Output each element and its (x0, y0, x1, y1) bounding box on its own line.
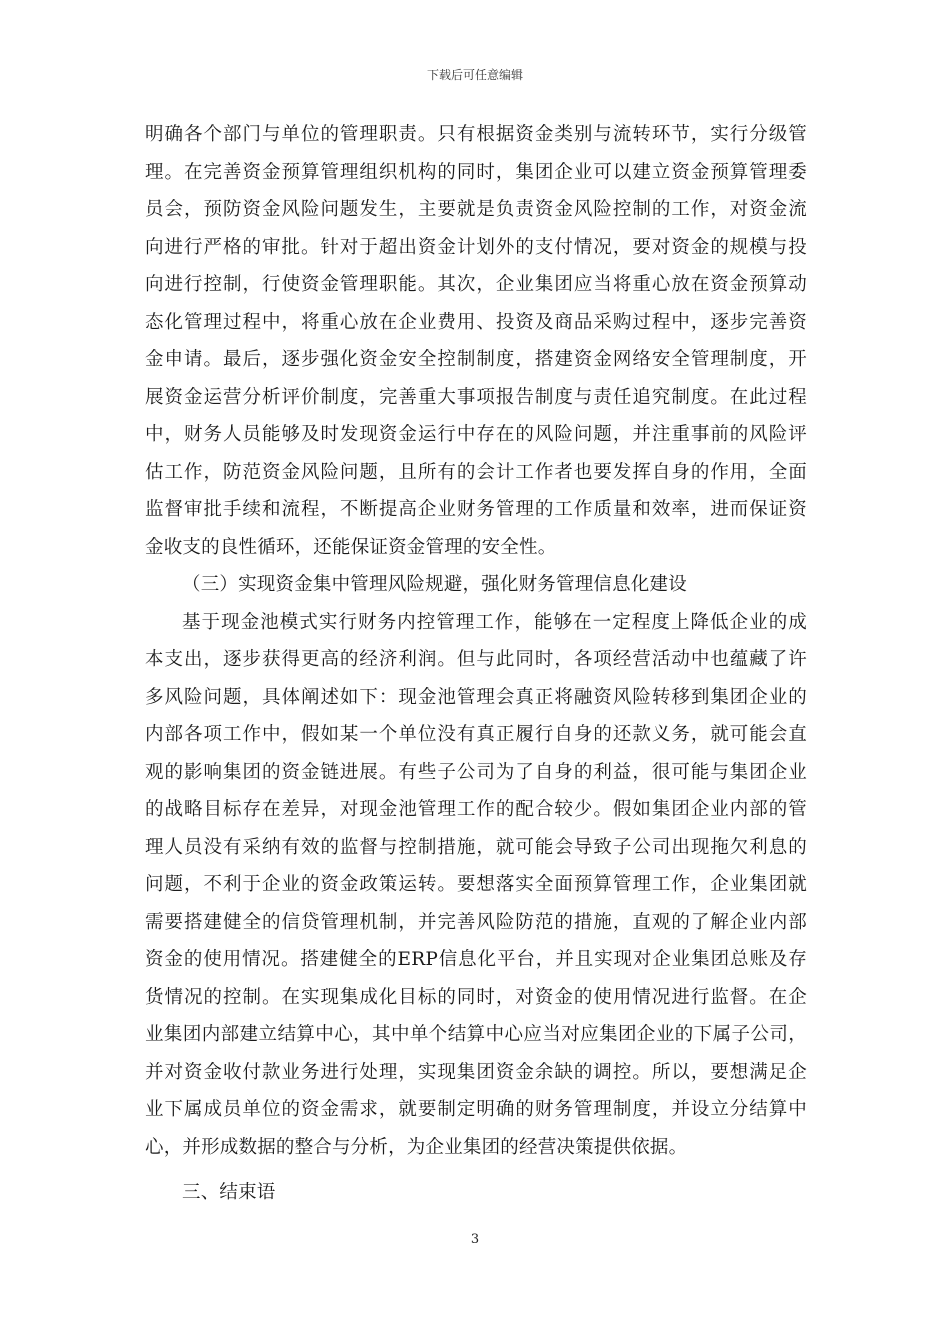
text-line: 员会，预防资金风险问题发生，主要就是负责资金风险控制的工作，对资金流 (145, 199, 807, 220)
text-line: 理人员没有采纳有效的监督与控制措施，就可能会导致子公司出现拖欠利息的 (145, 836, 807, 858)
text-line: 资金的使用情况。搭建健全的ERP信息化平台，并且实现对企业集团总账及存 (145, 949, 807, 970)
text-line: 心，并形成数据的整合与分析，为企业集团的经营决策提供依据。 (145, 1136, 688, 1158)
page-header: 下载后可任意编辑 (426, 68, 523, 82)
text-line: 态化管理过程中，将重心放在企业费用、投资及商品采购过程中，逐步完善资 (145, 311, 807, 333)
text-line: 中，财务人员能够及时发现资金运行中存在的风险问题，并注重事前的风险评 (145, 424, 807, 445)
text-line: 向进行控制，行使资金管理职能。其次，企业集团应当将重心放在资金预算动 (145, 274, 807, 295)
text-line: 本支出，逐步获得更高的经济利润。但与此同时，各项经营活动中也蕴藏了许 (145, 649, 807, 670)
document-body (145, 116, 807, 1212)
text-line: 观的影响集团的资金链进展。有些子公司为了自身的利益，很可能与集团企业 (145, 761, 807, 783)
subsection-heading: （三）实现资金集中管理风险规避，强化财务管理信息化建设 (182, 574, 687, 595)
text-line: 基于现金池模式实行财务内控管理工作，能够在一定程度上降低企业的成 (182, 611, 807, 633)
paragraph-2 (145, 604, 807, 1167)
text-line: 明确各个部门与单位的管理职责。只有根据资金类别与流转环节，实行分级管 (145, 124, 807, 145)
text-line: 的战略目标存在差异，对现金池管理工作的配合较少。假如集团企业内部的管 (145, 799, 807, 820)
text-line: 监督审批手续和流程，不断提高企业财务管理的工作质量和效率，进而保证资 (145, 499, 807, 520)
text-line: 向进行严格的审批。针对于超出资金计划外的支付情况，要对资金的规模与投 (145, 236, 807, 258)
text-line: 业集团内部建立结算中心，其中单个结算中心应当对应集团企业的下属子公司， (145, 1024, 807, 1045)
paragraph-1 (145, 116, 807, 566)
text-line: 问题，不利于企业的资金政策运转。要想落实全面预算管理工作，企业集团就 (145, 874, 807, 895)
text-line: 货情况的控制。在实现集成化目标的同时，对资金的使用情况进行监督。在企 (145, 986, 807, 1008)
section-heading: 三、结束语 (182, 1182, 276, 1203)
text-line: 金收支的良性循环，还能保证资金管理的安全性。 (145, 536, 557, 558)
text-line: 金申请。最后，逐步强化资金安全控制制度，搭建资金网络安全管理制度，开 (145, 349, 807, 370)
text-line: 业下属成员单位的资金需求，就要制定明确的财务管理制度，并设立分结算中 (145, 1099, 807, 1120)
text-line: 内部各项工作中，假如某一个单位没有真正履行自身的还款义务，就可能会直 (145, 724, 807, 745)
text-line: 并对资金收付款业务进行处理，实现集团资金余缺的调控。所以，要想满足企 (145, 1061, 807, 1083)
text-line: 理。在完善资金预算管理组织机构的同时，集团企业可以建立资金预算管理委 (145, 161, 807, 183)
page-number: 3 (470, 1232, 480, 1247)
text-line: 多风险问题，具体阐述如下：现金池管理会真正将融资风险转移到集团企业的 (145, 686, 807, 708)
text-line: 需要搭建健全的信贷管理机制，并完善风险防范的措施，直观的了解企业内部 (145, 911, 807, 933)
text-line: 展资金运营分析评价制度，完善重大事项报告制度与责任追究制度。在此过程 (145, 386, 807, 408)
text-line: 估工作，防范资金风险问题，且所有的会计工作者也要发挥自身的作用，全面 (145, 461, 807, 483)
